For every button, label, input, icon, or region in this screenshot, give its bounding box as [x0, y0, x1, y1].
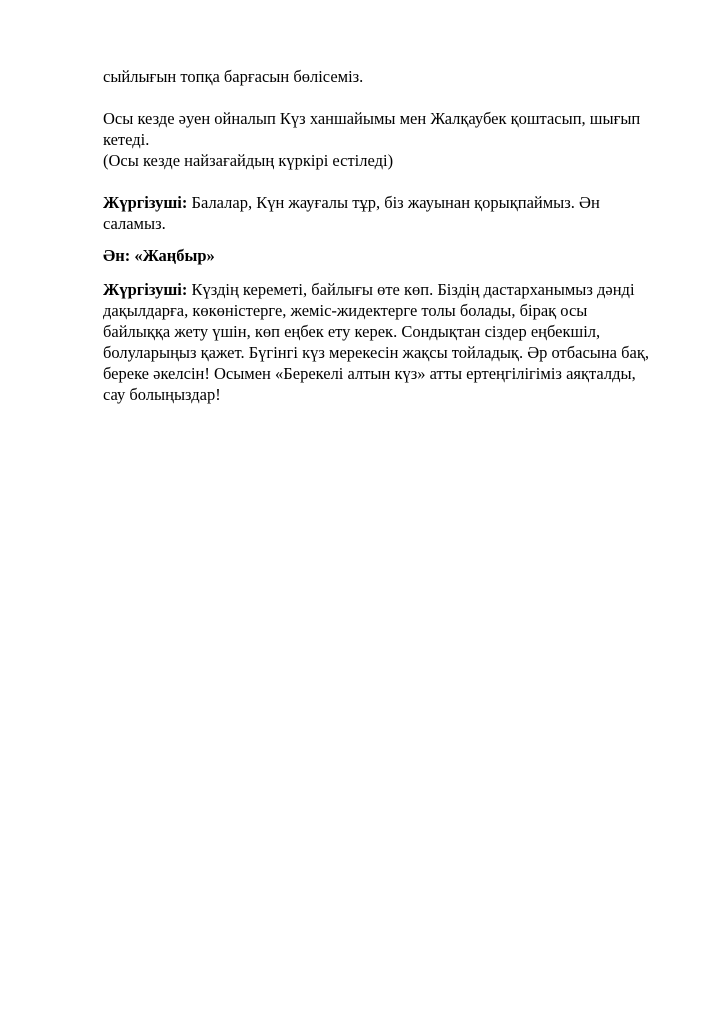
paragraph-spacer [103, 87, 683, 108]
song-title: Ән: «Жаңбыр» [103, 246, 215, 265]
text-line: сыйлығын топқа барғасын бөлісеміз. [103, 67, 364, 86]
text-line: кетеді. [103, 130, 150, 149]
text-line: сау болыңыздар! [103, 385, 221, 404]
text-line [103, 192, 683, 213]
speaker-label: Жүргізуші: [103, 193, 188, 212]
text-line: саламыз. [103, 214, 166, 233]
paragraph-song-title [103, 245, 683, 266]
speaker-label: Жүргізуші: [103, 280, 188, 299]
paragraph-spacer [103, 171, 683, 192]
text-line: болуларыңыз қажет. Бүгінгі күз мерекесін жақсы тойладық. Әр отбасына бақ, [103, 343, 649, 362]
text-line: (Осы кезде найзағайдың күркірі естіледі) [103, 151, 394, 170]
paragraph-stage-direction [103, 108, 683, 171]
text-line: дақылдарға, көкөністерге, жеміс-жидектерге толы болады, бірақ осы [103, 301, 588, 320]
paragraph-host-rain [103, 192, 683, 234]
speech-text: Күздің кереметі, байлығы өте көп. Біздің дастарханымыз дәнді [187, 280, 635, 299]
text-line [103, 279, 683, 300]
text-line: байлыққа жету үшін, көп еңбек ету керек. Сондықтан сіздер еңбекшіл, [103, 322, 601, 341]
speech-text: Балалар, Күн жауғалы тұр, біз жауынан қорықпаймыз. Ән [187, 193, 600, 212]
text-line: береке әкелсін! Осымен «Берекелі алтын күз» атты ертеңгілігіміз аяқталды, [103, 364, 636, 383]
document-page [103, 66, 683, 405]
paragraph-spacer [103, 266, 683, 279]
text-line: Осы кезде әуен ойналып Күз ханшайымы мен Жалқаубек қоштасып, шығып [103, 109, 641, 128]
paragraph-host-closing [103, 279, 683, 405]
paragraph-spacer [103, 234, 683, 245]
paragraph-gift-split [103, 66, 683, 87]
